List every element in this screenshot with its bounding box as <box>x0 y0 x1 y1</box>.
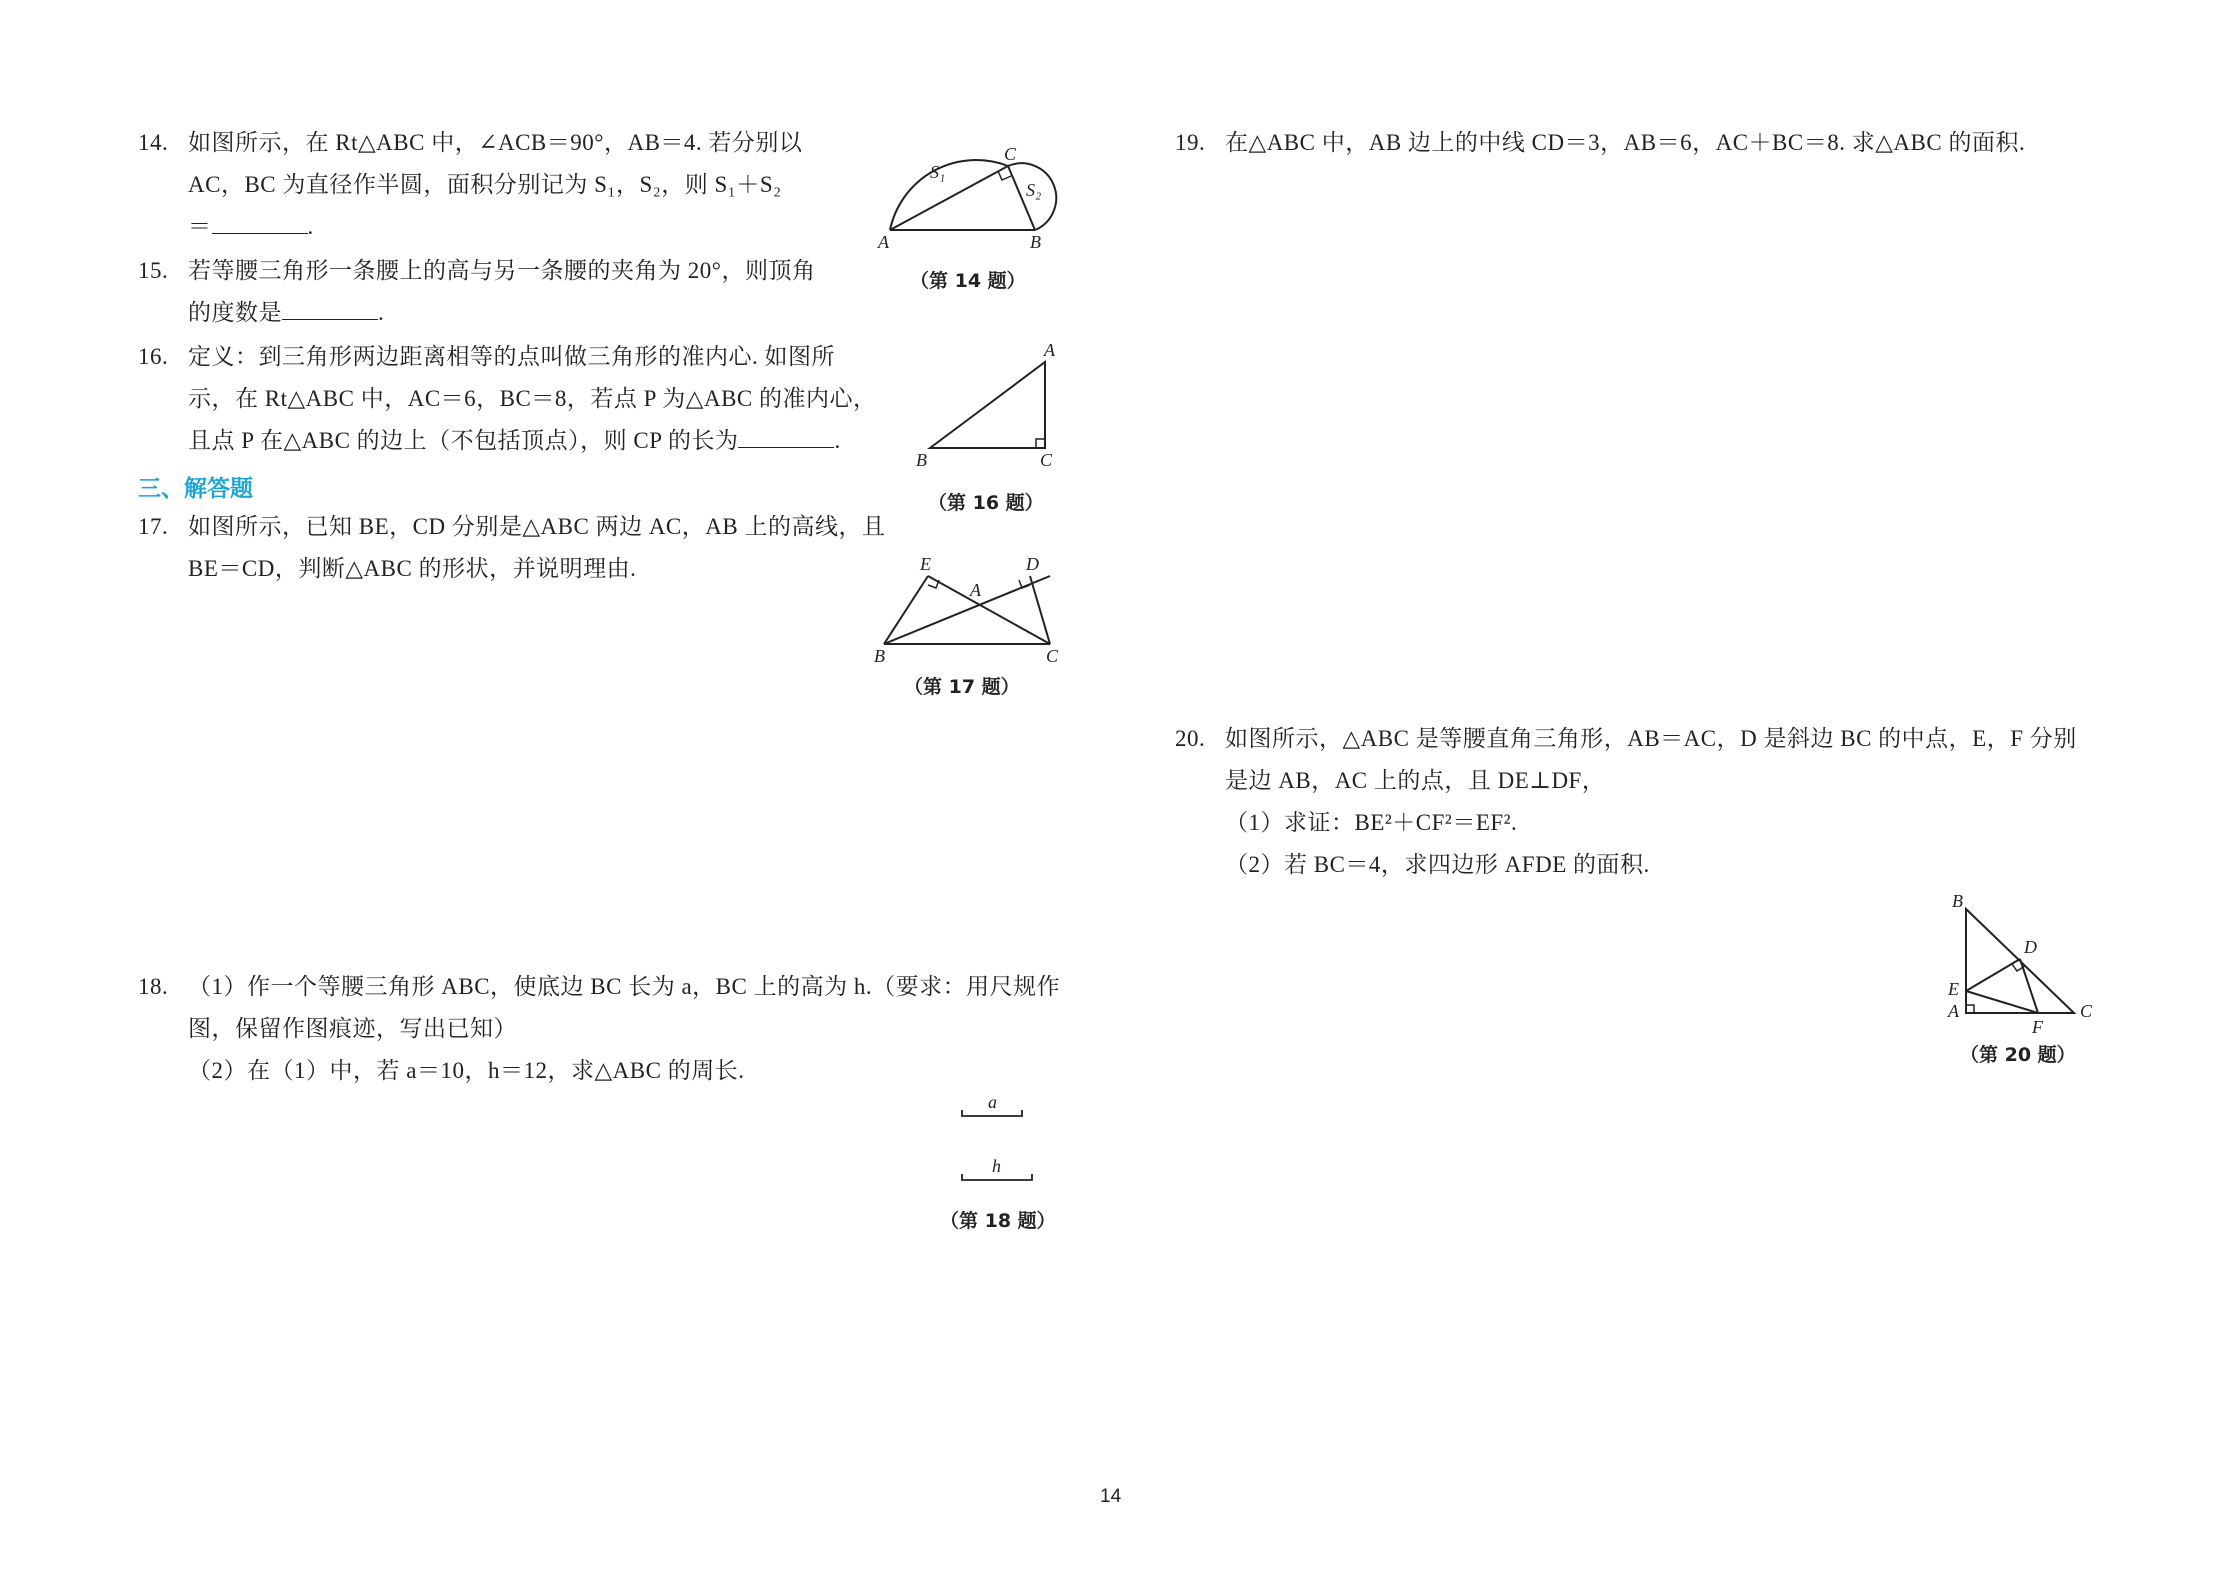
q16-answer-blank[interactable] <box>738 421 834 448</box>
figure-20 <box>1940 891 2100 1037</box>
q14-line2: AC，BC 为直径作半圆，面积分别记为 S₁，S₂，则 S₁＋S₂ <box>188 172 782 197</box>
segment-ac <box>890 166 1008 230</box>
triangle-abc <box>930 362 1045 448</box>
q17-number: 17. <box>138 514 169 539</box>
caption-20: （第 20 题） <box>1960 1044 2076 1066</box>
label-e: E <box>920 554 931 574</box>
label-f: F <box>2032 1017 2043 1037</box>
q17-line2: BE＝CD，判断△ABC 的形状，并说明理由. <box>188 556 637 581</box>
q16-line3-pre: 且点 P 在△ABC 的边上（不包括顶点），则 CP 的长为 <box>188 428 739 453</box>
label-s2: S₂ <box>1026 180 1042 200</box>
label-a: A <box>878 232 889 252</box>
caption-18: （第 18 题） <box>940 1210 1056 1232</box>
q20-line4: （2）若 BC＝4，求四边形 AFDE 的面积. <box>1225 852 1650 877</box>
figure-16 <box>916 340 1080 470</box>
q15-line2-post: . <box>378 300 385 325</box>
q14-answer-blank[interactable] <box>212 207 308 234</box>
q14-line1: 如图所示，在 Rt△ABC 中，∠ACB＝90°，AB＝4. 若分别以 <box>188 130 803 155</box>
right-angle-mark <box>998 171 1011 180</box>
q16-line3-post: . <box>834 428 841 453</box>
label-h: h <box>992 1156 1001 1176</box>
caption-17: （第 17 题） <box>904 676 1020 698</box>
q20-line1: 如图所示，△ABC 是等腰直角三角形，AB＝AC，D 是斜边 BC 的中点，E，F 分别 <box>1225 726 2077 751</box>
question-18 <box>138 966 1060 1092</box>
q14-line3-pre: ＝ <box>188 214 212 239</box>
q16-number: 16. <box>138 344 169 369</box>
question-20 <box>1175 718 2077 886</box>
q16-line2: 示，在 Rt△ABC 中，AC＝6，BC＝8，若点 P 为△ABC 的准内心， <box>188 386 877 411</box>
label-a: A <box>1044 340 1055 360</box>
caption-16: （第 16 题） <box>928 492 1044 514</box>
figure-18 <box>960 1090 1080 1200</box>
segment-ec <box>928 576 1050 644</box>
segment-ef <box>1966 991 2038 1013</box>
label-e: E <box>1948 979 1959 999</box>
q19-line1: 在△ABC 中，AB 边上的中线 CD＝3，AB＝6，AC＋BC＝8. 求△ABC 的面积. <box>1225 130 2026 155</box>
label-a: A <box>970 580 981 600</box>
label-c: C <box>2080 1001 2093 1021</box>
label-c: C <box>1004 144 1017 164</box>
right-angle-mark-a <box>1966 1005 1974 1013</box>
q18-line3: （2）在（1）中，若 a＝10，h＝12，求△ABC 的周长. <box>188 1058 745 1083</box>
q15-answer-blank[interactable] <box>282 293 378 320</box>
q14-line3-post: . <box>307 214 314 239</box>
q18-number: 18. <box>138 974 169 999</box>
q20-line3: （1）求证：BE²＋CF²＝EF². <box>1225 810 1518 835</box>
label-a: a <box>988 1092 997 1112</box>
hidden <box>1966 991 2074 1013</box>
question-14 <box>138 122 802 248</box>
label-b: B <box>1030 232 1041 252</box>
q15-line1: 若等腰三角形一条腰上的高与另一条腰的夹角为 20°，则顶角 <box>188 258 816 283</box>
page-number: 14 <box>1100 1486 1122 1507</box>
q20-line2: 是边 AB，AC 上的点，且 DE⊥DF， <box>1225 768 1606 793</box>
question-17 <box>138 506 885 590</box>
q19-number: 19. <box>1175 130 1206 155</box>
caption-14: （第 14 题） <box>910 270 1026 292</box>
question-16 <box>138 336 877 462</box>
q15-number: 15. <box>138 258 169 283</box>
q17-line1: 如图所示，已知 BE，CD 分别是△ABC 两边 AC，AB 上的高线，且 <box>188 514 886 539</box>
question-19 <box>1175 122 2025 164</box>
label-b: B <box>1952 891 1963 911</box>
q18-line2: 图，保留作图痕迹，写出已知） <box>188 1016 517 1041</box>
segment-be-side <box>884 576 928 644</box>
segment-ed <box>1966 959 2020 991</box>
label-c: C <box>1046 646 1059 666</box>
q14-number: 14. <box>138 130 169 155</box>
right-angle-mark <box>1036 439 1045 448</box>
q16-line1: 定义：到三角形两边距离相等的点叫做三角形的准内心. 如图所 <box>188 344 835 369</box>
label-b: B <box>874 646 885 666</box>
question-15 <box>138 250 815 334</box>
label-a: A <box>1948 1001 1959 1021</box>
q15-line2-pre: 的度数是 <box>188 300 282 325</box>
label-s1: S₁ <box>930 162 946 182</box>
q18-line1: （1）作一个等腰三角形 ABC，使底边 BC 长为 a，BC 上的高为 h.（要求：用尺规作 <box>188 974 1061 999</box>
label-c: C <box>1040 450 1053 470</box>
label-b: B <box>916 450 927 470</box>
figure-14 <box>880 130 1080 250</box>
label-d: D <box>2024 937 2037 957</box>
q20-number: 20. <box>1175 726 1206 751</box>
label-d: D <box>1026 554 1039 574</box>
section-heading: 三、解答题 <box>138 476 253 502</box>
figure-17 <box>874 554 1080 666</box>
